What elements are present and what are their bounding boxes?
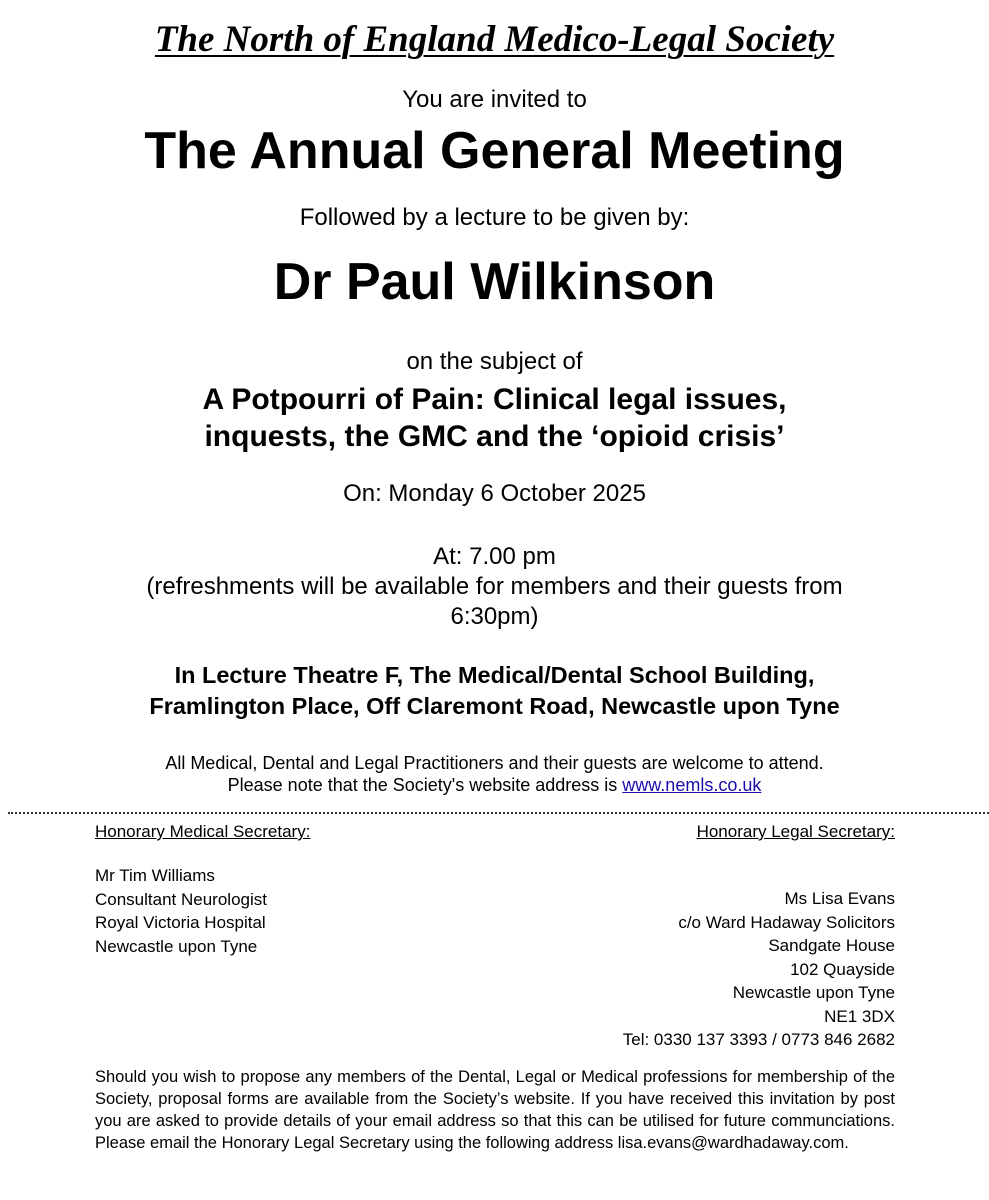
event-title: The Annual General Meeting xyxy=(144,122,845,180)
address-line: 102 Quayside xyxy=(790,959,895,979)
event-time-text: At: 7.00 pm xyxy=(433,543,556,570)
medical-secretary-heading: Honorary Medical Secretary: xyxy=(95,822,311,841)
membership-notice: Should you wish to propose any members of the Dental, Legal or Medical professions for membership of the Society, proposal forms are available from the Society’s website. If you have received this invitation by post you are asked to provide details of your email address so that this can be utilised for future communciations. Please email the Honorary Legal Secretary using the following address lisa.evans@wardhadaway.com. xyxy=(95,1068,895,1152)
legal-secretary-address xyxy=(623,887,895,1052)
society-title: The North of England Medico-Legal Society xyxy=(154,19,835,60)
website-prefix: Please note that the Society's website address is xyxy=(227,775,623,795)
refreshments-note: 6:30pm) xyxy=(450,603,539,630)
lecture-intro: Followed by a lecture to be given by: xyxy=(299,204,690,231)
address-line: Royal Victoria Hospital xyxy=(95,913,266,932)
event-time xyxy=(0,542,989,632)
address-line: Ms Lisa Evans xyxy=(784,889,895,908)
address-line: Newcastle upon Tyne xyxy=(732,983,895,1002)
lecture-topic xyxy=(0,381,989,455)
address-line: c/o Ward Hadaway Solicitors xyxy=(678,912,895,932)
lecture-topic-line: inquests, the GMC and the ‘opioid crisis’ xyxy=(204,420,785,453)
address-line: Mr Tim Williams xyxy=(95,866,215,885)
phone-line: Tel: 0330 137 3393 / 0773 846 2682 xyxy=(622,1030,895,1049)
address-line: NE1 3DX xyxy=(824,1006,895,1026)
venue-line: Framlington Place, Off Claremont Road, Newcastle upon Tyne xyxy=(149,693,840,719)
address-line: Newcastle upon Tyne xyxy=(95,936,258,956)
event-date: On: Monday 6 October 2025 xyxy=(343,480,646,507)
medical-secretary-heading-block xyxy=(95,820,310,843)
dotted-divider xyxy=(8,812,989,814)
welcome-notice xyxy=(0,752,989,796)
website-note xyxy=(0,774,989,796)
legal-secretary-heading: Honorary Legal Secretary: xyxy=(696,822,895,841)
legal-secretary-heading-block xyxy=(697,820,895,843)
lecture-topic-line: A Potpourri of Pain: Clinical legal issues, xyxy=(202,383,787,416)
welcome-text: All Medical, Dental and Legal Practitioners and their guests are welcome to attend. xyxy=(165,753,824,773)
venue xyxy=(0,660,989,722)
address-line: Sandgate House xyxy=(768,936,895,955)
website-link[interactable]: www.nemls.co.uk xyxy=(622,775,762,795)
address-line: Consultant Neurologist xyxy=(95,889,267,909)
subject-intro: on the subject of xyxy=(406,348,583,375)
venue-line: In Lecture Theatre F, The Medical/Dental School Building, xyxy=(174,662,815,688)
speaker-name: Dr Paul Wilkinson xyxy=(273,253,716,311)
invitation-text: You are invited to xyxy=(402,86,587,113)
refreshments-note: (refreshments will be available for members and their guests from xyxy=(146,573,843,600)
medical-secretary-address xyxy=(95,864,267,958)
